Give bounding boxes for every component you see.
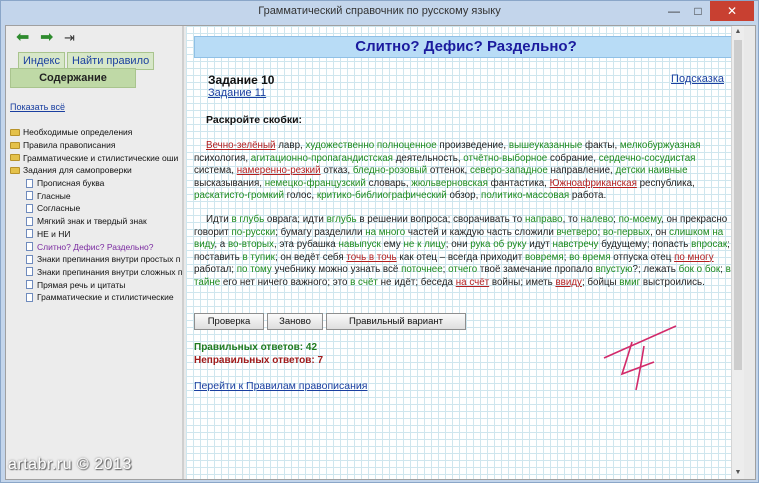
correct-answer-word[interactable]: сердечно-сосудистая bbox=[598, 152, 696, 164]
text-fragment: отпуска отец bbox=[610, 251, 675, 263]
tree-item-label: Слитно? Дефис? Раздельно? bbox=[37, 241, 154, 252]
tree-item[interactable] bbox=[10, 151, 184, 164]
tab-find-rule[interactable]: Найти правило bbox=[67, 52, 154, 70]
exercise-paragraph-2 bbox=[194, 214, 738, 290]
tree-item[interactable] bbox=[10, 164, 184, 177]
text-fragment: ; они bbox=[445, 239, 471, 251]
text-fragment: голос, bbox=[283, 190, 317, 202]
text-fragment: , он прекрасно говорит bbox=[194, 214, 728, 238]
correct-answer-word[interactable]: рука об руку bbox=[470, 239, 527, 251]
tree-item[interactable] bbox=[10, 228, 184, 241]
window-controls bbox=[662, 1, 754, 21]
tree-item[interactable] bbox=[10, 177, 184, 190]
correct-answer-word[interactable]: отчётно-выборное bbox=[463, 152, 548, 164]
folder-icon bbox=[10, 167, 20, 174]
tree-item[interactable] bbox=[10, 202, 184, 215]
wrong-count: Неправильных ответов: 7 bbox=[194, 355, 324, 366]
tree-item-label: Знаки препинания внутри простых п bbox=[37, 254, 181, 265]
correct-answer-word[interactable]: художественно полноценное bbox=[305, 140, 437, 151]
text-fragment: ?; лежать bbox=[632, 264, 679, 276]
correct-answer-word[interactable]: по-моему bbox=[618, 214, 662, 225]
text-fragment: твоё замечание пропало bbox=[477, 264, 596, 276]
show-all-link[interactable]: Показать всё bbox=[10, 102, 65, 112]
correct-answer-word[interactable]: налево bbox=[580, 214, 614, 225]
document-icon bbox=[26, 280, 33, 289]
document-icon bbox=[26, 191, 33, 200]
tree-item-label: Прописная буква bbox=[37, 178, 105, 189]
tree-item[interactable] bbox=[10, 189, 184, 202]
correct-answer-word[interactable]: критико-библиографический bbox=[316, 190, 447, 202]
instruction-text: Раскройте скобки: bbox=[206, 114, 303, 126]
correct-answer-word[interactable]: по-русски bbox=[231, 226, 276, 238]
text-fragment: деятельность, bbox=[392, 152, 464, 164]
text-fragment: ; поставить bbox=[194, 239, 730, 263]
text-fragment: ; bbox=[720, 264, 726, 276]
correct-answer-word[interactable]: поточнее bbox=[401, 264, 443, 276]
text-fragment: собрание, bbox=[547, 152, 599, 164]
correct-answer-word[interactable]: вглубь bbox=[326, 214, 357, 225]
arrow-left-icon[interactable]: ⬅ bbox=[16, 29, 30, 46]
text-fragment: ; bbox=[563, 251, 570, 263]
correct-answer-word[interactable]: не к лицу bbox=[403, 239, 446, 251]
correct-answer-word[interactable]: северо-западное bbox=[470, 165, 548, 177]
document-icon bbox=[26, 242, 33, 251]
tree-item[interactable] bbox=[10, 240, 184, 253]
correct-answer-word[interactable]: политико-массовая bbox=[481, 190, 570, 202]
tree-item-label: Грамматические и стилистические оши bbox=[23, 152, 179, 163]
tree-item-label: Задания для самопроверки bbox=[23, 165, 132, 176]
tree-item-label: Прямая речь и цитаты bbox=[37, 279, 126, 290]
correct-answer-word[interactable]: по тому bbox=[236, 264, 272, 276]
text-fragment: , а bbox=[214, 239, 228, 251]
document-icon bbox=[26, 267, 33, 276]
check-button[interactable]: Проверка bbox=[194, 313, 264, 330]
handwritten-grade-mark bbox=[596, 316, 686, 396]
document-icon bbox=[26, 179, 33, 188]
text-fragment: фантастика, bbox=[487, 177, 550, 189]
reset-button[interactable]: Заново bbox=[267, 313, 323, 330]
correct-answer-word[interactable]: детски наивные bbox=[615, 165, 688, 177]
correct-answer-word[interactable]: вовремя bbox=[525, 251, 564, 263]
vertical-scrollbar[interactable] bbox=[731, 26, 744, 479]
correct-answer-word[interactable]: слишком на виду bbox=[194, 226, 724, 251]
text-fragment: будущему; попасть bbox=[598, 239, 692, 251]
minimize-button[interactable]: — bbox=[668, 4, 680, 18]
text-fragment: работал; bbox=[194, 264, 237, 276]
correct-answer-word[interactable]: в тупик bbox=[242, 251, 275, 263]
tree-item[interactable] bbox=[10, 126, 184, 139]
title-bar bbox=[1, 1, 758, 23]
tree-item-label: Правила правописания bbox=[23, 140, 116, 151]
text-fragment: система, bbox=[194, 165, 237, 177]
text-fragment: республика, bbox=[636, 177, 695, 189]
wrong-answer-word[interactable]: по многу bbox=[674, 251, 714, 263]
wrong-answer-word[interactable]: намеренно-резкий bbox=[236, 165, 321, 177]
scroll-thumb[interactable] bbox=[734, 40, 742, 370]
text-fragment: его нет ничего важного; это bbox=[220, 276, 351, 288]
text-fragment: ; он ведёт себя bbox=[274, 251, 347, 263]
exercise-paragraph-1 bbox=[194, 140, 738, 203]
correct-answer-word[interactable]: агитационно-пропагандистская bbox=[250, 152, 393, 164]
correct-answer-word[interactable]: бледно-розовый bbox=[352, 165, 428, 177]
scroll-down-icon[interactable]: ▼ bbox=[734, 469, 742, 476]
text-fragment: , он bbox=[650, 226, 670, 238]
nav-toolbar bbox=[16, 30, 82, 46]
wrong-answer-word[interactable]: Вечно-зелёный bbox=[206, 140, 276, 151]
text-fragment: словарь, bbox=[365, 177, 412, 189]
scroll-up-icon[interactable]: ▲ bbox=[734, 28, 742, 35]
rules-link[interactable]: Перейти к Правилам правописания bbox=[194, 380, 368, 392]
text-fragment: в решении вопроса; сворачивать то bbox=[356, 214, 525, 225]
text-fragment: , то bbox=[562, 214, 581, 225]
text-fragment: факты, bbox=[582, 140, 620, 151]
text-fragment: частей и каждую часть сложили bbox=[405, 226, 557, 238]
document-icon bbox=[26, 255, 33, 264]
close-button[interactable]: ✕ bbox=[710, 1, 754, 21]
tab-index[interactable]: Индекс bbox=[18, 52, 65, 70]
wrong-answer-word[interactable]: на счёт bbox=[455, 276, 490, 288]
document-icon bbox=[26, 293, 33, 302]
content-area bbox=[5, 25, 756, 480]
contents-tree bbox=[10, 126, 184, 304]
show-answer-button[interactable]: Правильный вариант bbox=[326, 313, 466, 330]
document-icon bbox=[26, 217, 33, 226]
wrong-answer-word[interactable]: точь в точь bbox=[346, 251, 397, 263]
tree-item-label: Знаки препинания внутри сложных п bbox=[37, 266, 183, 277]
tree-item-label: Грамматические и стилистические bbox=[37, 292, 174, 303]
tree-item[interactable] bbox=[10, 139, 184, 152]
text-fragment: обзор, bbox=[446, 190, 482, 202]
tree-item[interactable] bbox=[10, 215, 184, 228]
arrow-right-icon[interactable]: ➡ bbox=[40, 29, 54, 46]
correct-answer-word[interactable]: на много bbox=[365, 226, 406, 238]
text-fragment: психология, bbox=[194, 152, 251, 164]
text-fragment: ; bbox=[613, 214, 619, 225]
correct-answer-word[interactable]: впустую bbox=[595, 264, 633, 276]
correct-answer-word[interactable]: отчего bbox=[448, 264, 478, 276]
correct-answer-word[interactable]: в глубь bbox=[231, 214, 265, 225]
maximize-button[interactable]: □ bbox=[694, 4, 702, 18]
correct-answer-word[interactable]: вышеуказанные bbox=[508, 140, 583, 151]
navigation-pane bbox=[6, 26, 184, 479]
text-fragment: ; bbox=[597, 226, 603, 238]
correct-answer-word[interactable]: жюльверновская bbox=[411, 177, 488, 189]
text-fragment: ; бумагу разделили bbox=[275, 226, 366, 238]
correct-answer-word[interactable]: раскатисто-громкий bbox=[194, 190, 284, 202]
window-title: Грамматический справочник по русскому языку bbox=[258, 5, 501, 17]
tab-contents[interactable]: Содержание bbox=[10, 68, 136, 88]
text-fragment: оврага; идти bbox=[264, 214, 327, 225]
action-buttons bbox=[194, 313, 466, 330]
text-fragment: , эта рубашка bbox=[273, 239, 339, 251]
correct-answer-word[interactable]: навыпуск bbox=[338, 239, 381, 251]
tree-item-label: Мягкий знак и твердый знак bbox=[37, 216, 147, 227]
correct-answer-word[interactable]: в тайне bbox=[194, 264, 731, 288]
correct-answer-word[interactable]: вмиг bbox=[619, 276, 641, 288]
topic-pane bbox=[186, 26, 744, 479]
tree-item[interactable] bbox=[10, 278, 184, 291]
correct-answer-word[interactable]: вчетверо bbox=[556, 226, 598, 238]
folder-icon bbox=[10, 129, 20, 136]
wrong-answer-word[interactable]: ввиду bbox=[555, 276, 582, 288]
next-task-link[interactable]: Задание 11 bbox=[208, 87, 267, 99]
correct-answer-word[interactable]: бок о бок bbox=[678, 264, 721, 276]
tree-item-label: НЕ и НИ bbox=[37, 228, 71, 239]
hint-link[interactable]: Подсказка bbox=[671, 73, 724, 85]
text-fragment: не идёт; беседа bbox=[377, 276, 456, 288]
sync-contents-icon[interactable]: ⇥ bbox=[64, 30, 75, 45]
tree-item[interactable] bbox=[10, 253, 184, 266]
text-fragment: произведение, bbox=[436, 140, 509, 151]
wrong-answer-word[interactable]: Южноафриканская bbox=[549, 177, 637, 189]
tree-item[interactable] bbox=[10, 266, 184, 279]
text-fragment: войны; иметь bbox=[489, 276, 556, 288]
tree-item[interactable] bbox=[10, 291, 184, 304]
text-fragment: ; bbox=[442, 264, 449, 276]
folder-icon bbox=[10, 142, 20, 149]
text-fragment: высказывания, bbox=[194, 177, 265, 189]
text-fragment: работа. bbox=[569, 190, 607, 202]
text-fragment: учебнику можно узнать всё bbox=[271, 264, 402, 276]
correct-count: Правильных ответов: 42 bbox=[194, 342, 318, 353]
page-title: Слитно? Дефис? Раздельно? bbox=[194, 36, 738, 58]
correct-answer-word[interactable]: навстречу bbox=[552, 239, 599, 251]
text-fragment: ; бойцы bbox=[581, 276, 620, 288]
correct-answer-word[interactable]: направо bbox=[524, 214, 563, 225]
folder-icon bbox=[10, 154, 20, 161]
tree-item-label: Гласные bbox=[37, 190, 71, 201]
correct-answer-word[interactable]: в счёт bbox=[350, 276, 378, 288]
text-fragment: Идти bbox=[206, 214, 232, 225]
text-fragment: лавр, bbox=[275, 140, 306, 151]
tree-item-label: Согласные bbox=[37, 203, 81, 214]
text-fragment: выстроились. bbox=[640, 276, 705, 288]
document-icon bbox=[26, 204, 33, 213]
correct-answer-word[interactable]: во время bbox=[569, 251, 611, 263]
correct-answer-word[interactable]: во-вторых bbox=[227, 239, 274, 251]
watermark: artabr.ru © 2013 bbox=[8, 456, 132, 473]
text-fragment: как отец – всегда приходит bbox=[396, 251, 526, 263]
correct-answer-word[interactable]: во-первых bbox=[602, 226, 651, 238]
correct-answer-word[interactable]: мелкобуржуазная bbox=[619, 140, 701, 151]
correct-answer-word[interactable]: впросак bbox=[691, 239, 728, 251]
text-fragment: отказ, bbox=[320, 165, 353, 177]
tree-item-label: Необходимые определения bbox=[23, 127, 133, 138]
document-icon bbox=[26, 229, 33, 238]
task-title: Задание 10 bbox=[208, 73, 275, 87]
text-fragment: идут bbox=[526, 239, 553, 251]
correct-answer-word[interactable]: немецко-французский bbox=[264, 177, 366, 189]
text-fragment: ему bbox=[380, 239, 404, 251]
text-fragment: оттенок, bbox=[427, 165, 470, 177]
text-fragment: направление, bbox=[547, 165, 616, 177]
